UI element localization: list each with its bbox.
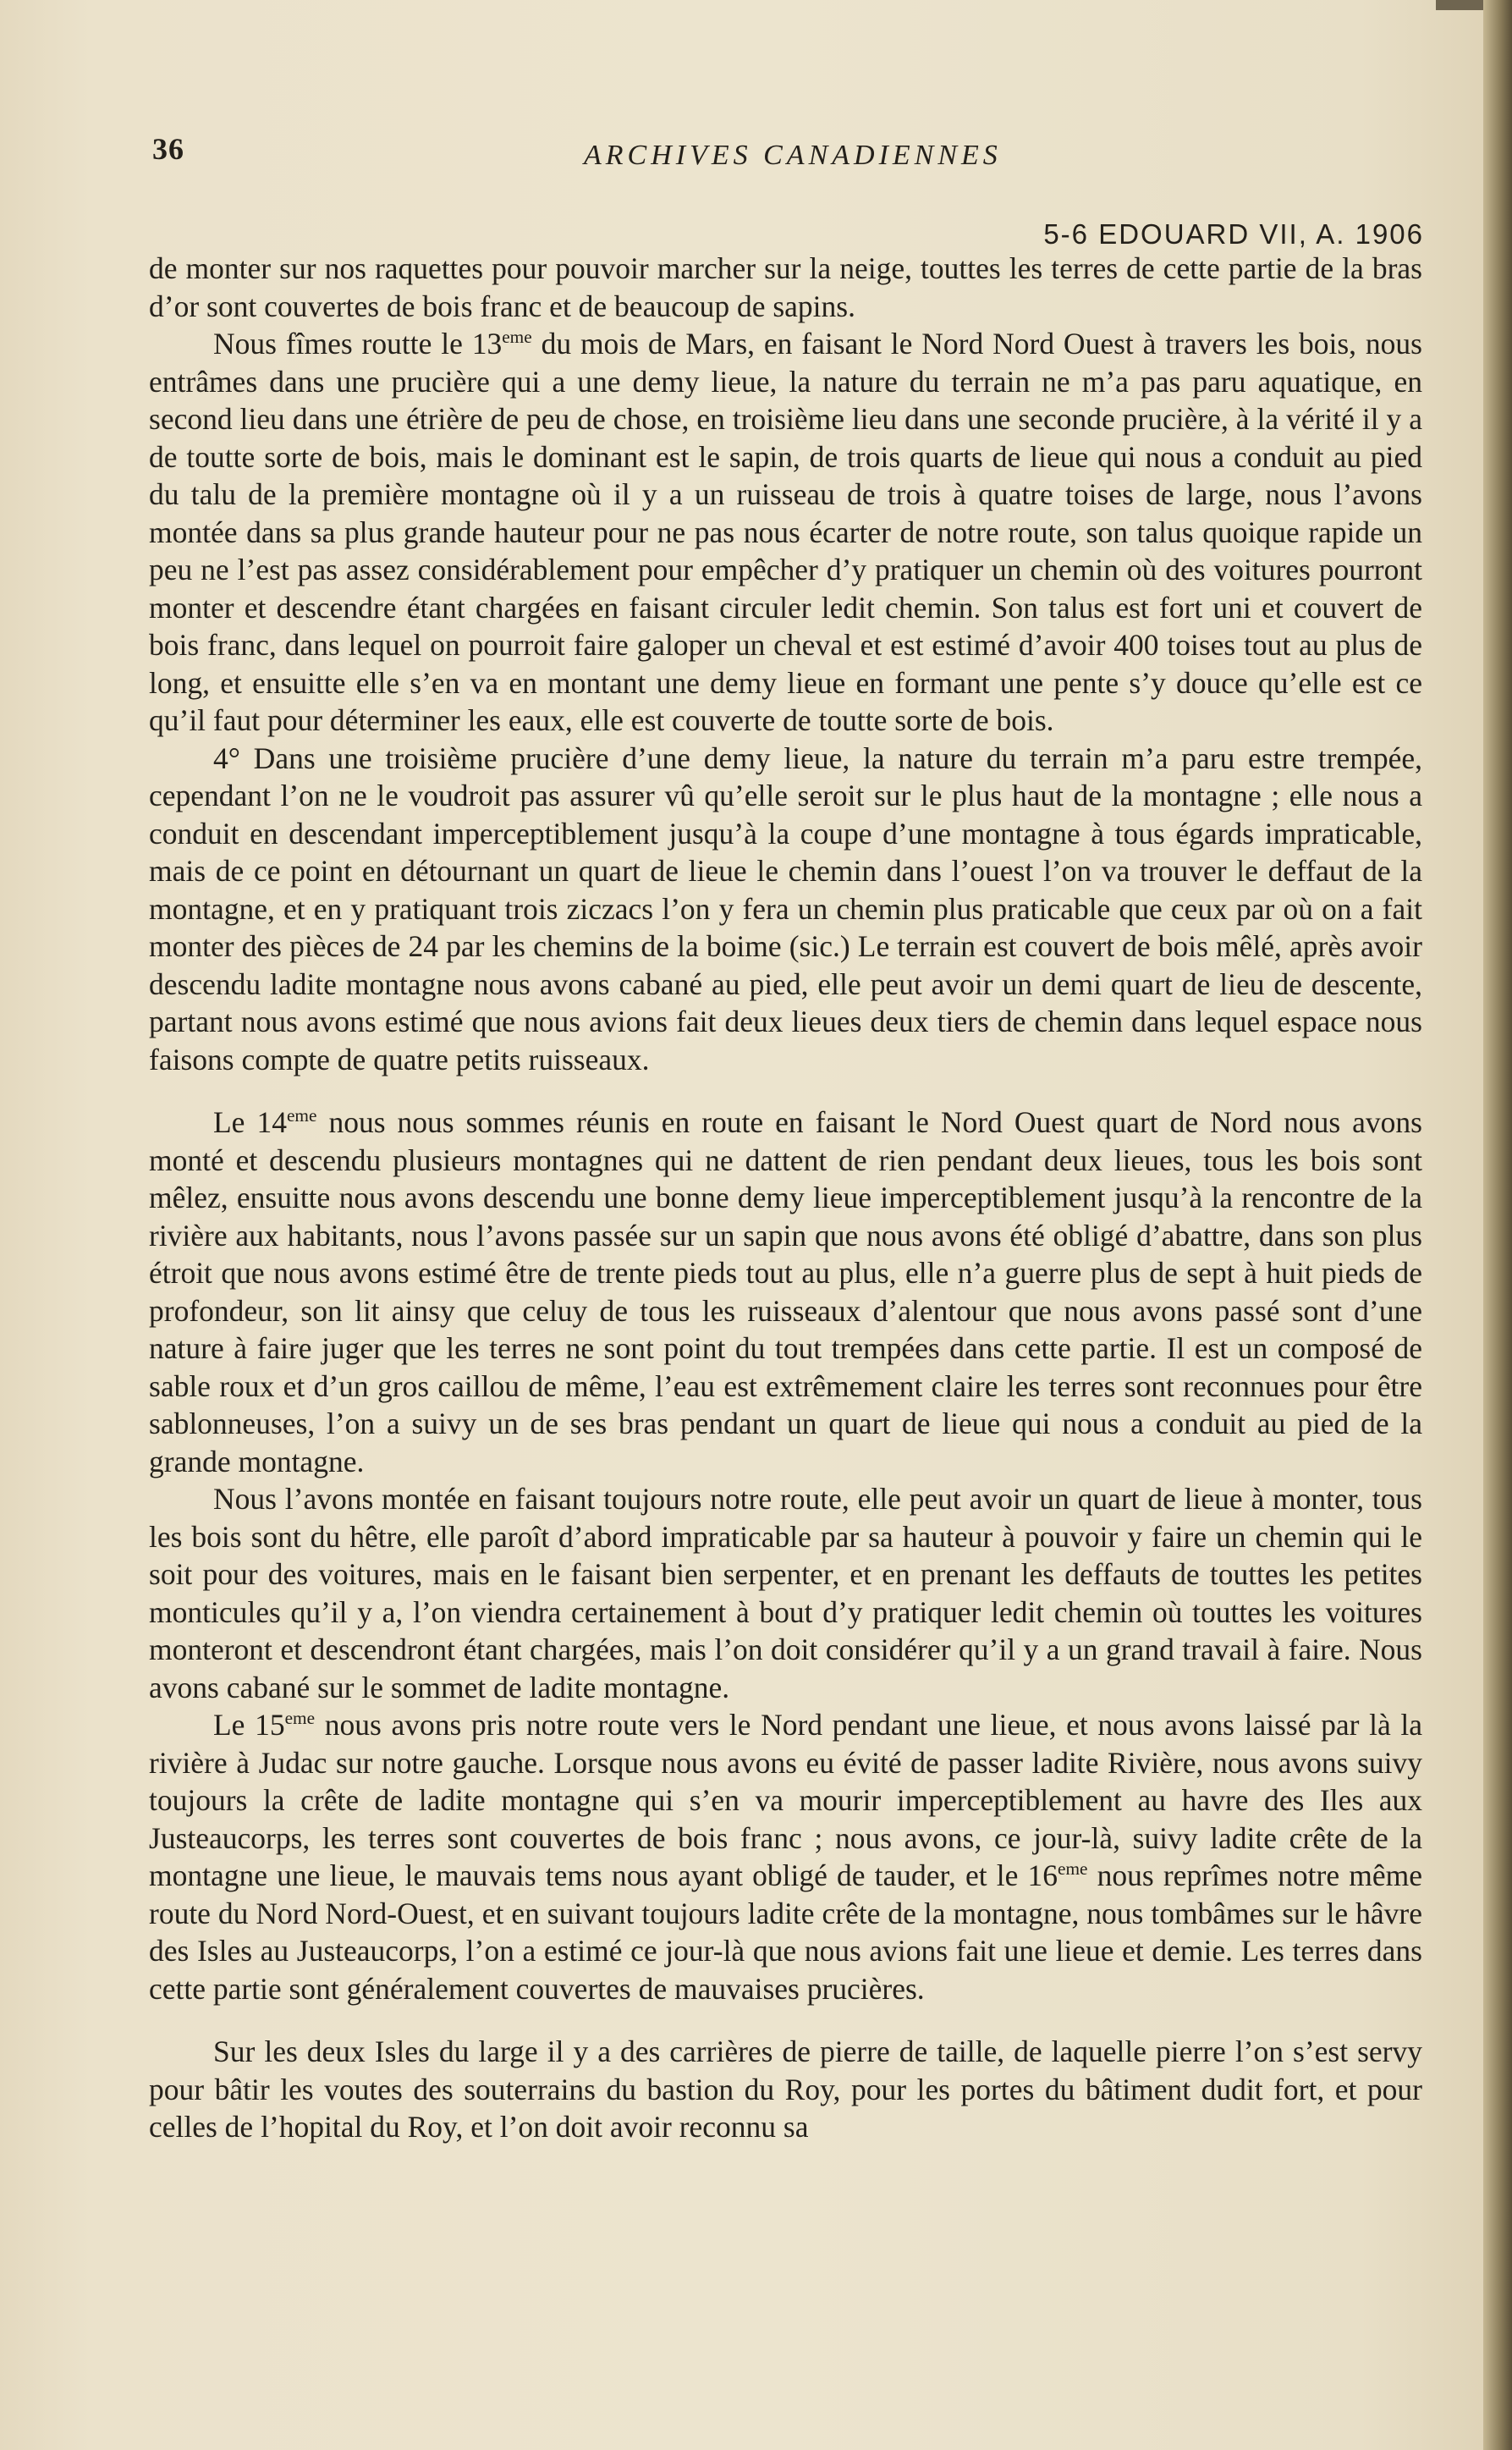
- paragraph-text: de monter sur nos raquettes pour pouvoir marcher sur la neige, touttes les terres de cette partie de la bras d’or sont couvertes de bois franc et de beaucoup de sapins.: [149, 251, 1422, 323]
- page-number: 36: [152, 132, 184, 166]
- paragraph: [149, 740, 1422, 1079]
- paragraph: [149, 1706, 1422, 2007]
- paragraph-text: nous avons pris notre route vers le Nord pendant une lieue, et nous avons laissé par là la rivière à Judac sur notre gauche. Lorsque nous avons eu évité de passer ladite Rivière, nous avons suivy toujours la crête de ladite montagne qui s’en va mourir imperceptiblement au havre des Iles aux Justeaucorps, les terres sont couvertes de bois franc ; nous avons, ce jour-là, suivy ladite crête de la montagne une lieue, le mauvais tems nous ayant obligé de tauder, et le 16: [149, 1708, 1422, 1892]
- body-text: [149, 250, 1422, 2146]
- paragraph-text: Nous l’avons montée en faisant toujours notre route, elle peut avoir un quart de lieue à monter, tous les bois sont du hêtre, elle paroît d’abord impraticable par sa hauteur à pouvoir y faire un chemin qui le soit pour des voitures, mais en le faisant bien serpenter, et en prenant les deffauts de touttes les petites monticules qu’il y a, l’on viendra certainement à bout d’y pratiquer ledit chemin où touttes les voitures monteront et descendront étant chargées, mais l’on doit considérer qu’il y a un grand travail à faire. Nous avons cabané sur le sommet de ladite montagne.: [149, 1482, 1422, 1704]
- running-head: ARCHIVES CANADIENNES: [584, 140, 1002, 171]
- session-label: 5-6 EDOUARD VII, A. 1906: [1043, 218, 1424, 250]
- paragraph: [149, 1480, 1422, 1706]
- superscript: eme: [286, 1105, 317, 1126]
- paragraph: [149, 1104, 1422, 1480]
- paragraph: [149, 250, 1422, 325]
- paragraph-text: Le 14: [213, 1105, 287, 1139]
- paragraph-text: Sur les deux Isles du large il y a des carrières de pierre de taille, de laquelle pierre l’on s’est servy pour bâtir les voutes des souterrains du bastion du Roy, pour les portes du bâtiment dudit fort, et pour celles de l’hopital du Roy, et l’on doit avoir reconnu sa: [149, 2034, 1422, 2144]
- paragraph: [149, 2033, 1422, 2146]
- binding-edge: [1483, 0, 1512, 2450]
- paragraph-text: Nous fîmes routte le 13: [213, 327, 503, 361]
- superscript: eme: [502, 327, 532, 348]
- superscript: eme: [284, 1708, 316, 1729]
- paragraph: [149, 325, 1422, 740]
- paragraph-text: nous nous sommes réunis en route en faisant le Nord Ouest quart de Nord nous avons monté et descendu plusieurs montagnes qui ne dattent de rien pendant deux lieues, tous les bois sont mêlez, ensuitte nous avons descendu une bonne demy lieue imperceptiblement jusqu’à la rencontre de la rivière aux habitants, nous l’avons passée sur un sapin que nous avons été obligé d’abattre, dans son plus étroit que nous avons estimé être de trente pieds tout au plus, elle n’a guerre plus de sept à huit pieds de profondeur, son lit ainsy que celuy de tous les ruisseaux d’alentour que nous avons passé sont d’une nature à faire juger que les terres ne sont point du tout trempées dans cette partie. Il est un composé de sable roux et d’un gros caillou de même, l’eau est extrêmement claire les terres sont reconnues pour être sablonneuses, l’on a suivy un de ses bras pendant un quart de lieue qui nous a conduit au pied de la grande montagne.: [149, 1105, 1422, 1478]
- paragraph-text: 4° Dans une troisième prucière d’une demy lieue, la nature du terrain m’a paru estre trempée, cependant l’on ne le voudroit pas assurer vû qu’elle seroit sur le plus haut de la montagne ; elle nous a conduit en descendant imperceptiblement jusqu’à la coupe d’une montagne à tous égards impraticable, mais de ce point en détournant un quart de lieue le chemin dans l’ouest l’on va trouver le deffaut de la montagne, et en y pratiquant trois ziczacs l’on y fera un chemin plus praticable que ceux par où on a fait monter des pièces de 24 par les chemins de la boime (sic.) Le terrain est couvert de bois mêlé, après avoir descendu ladite montagne nous avons cabané au pied, elle peut avoir un demi quart de lieu de descente, partant nous avons estimé que nous avions fait deux lieues deux tiers de chemin dans lequel espace nous faisons compte de quatre petits ruisseaux.: [149, 741, 1422, 1076]
- superscript: eme: [1058, 1858, 1088, 1880]
- paragraph-text: du mois de Mars, en faisant le Nord Nord Ouest à travers les bois, nous entrâmes dans une prucière qui a une demy lieue, la nature du terrain ne m’a pas paru aquatique, en second lieu dans une étrière de peu de chose, en troisième lieu dans une seconde prucière, à la vérité il y a de toutte sorte de bois, mais le dominant est le sapin, de trois quarts de lieue qui nous a conduit au pied du talu de la première montagne où il y a un ruisseau de trois à quatre toises de large, nous l’avons montée dans sa plus grande hauteur pour ne pas nous écarter de notre route, son talus quoique rapide un peu ne l’est pas assez considérablement pour empêcher d’y pratiquer un chemin où des voitures pourront monter et descendre étant chargées en faisant circuler ledit chemin. Son talus est fort uni et couvert de bois franc, dans lequel on pourroit faire galoper un cheval et est estimé d’avoir 400 toises tout au plus de long, et ensuitte elle s’en va en montant une demy lieue en formant une pente s’y douce qu’elle est ce qu’il faut pour déterminer les eaux, elle est couverte de toutte sorte de bois.: [149, 327, 1422, 737]
- paragraph-text: nous reprîmes notre même route du Nord Nord-Ouest, et en suivant toujours ladite crête de la montagne, nous tombâmes sur le hâvre des Isles au Justeaucorps, l’on a estimé ce jour-là que nous avions fait une lieue et demie. Les terres dans cette partie sont généralement couvertes de mauvaises prucières.: [149, 1858, 1422, 2006]
- paragraph-text: Le 15: [213, 1708, 285, 1742]
